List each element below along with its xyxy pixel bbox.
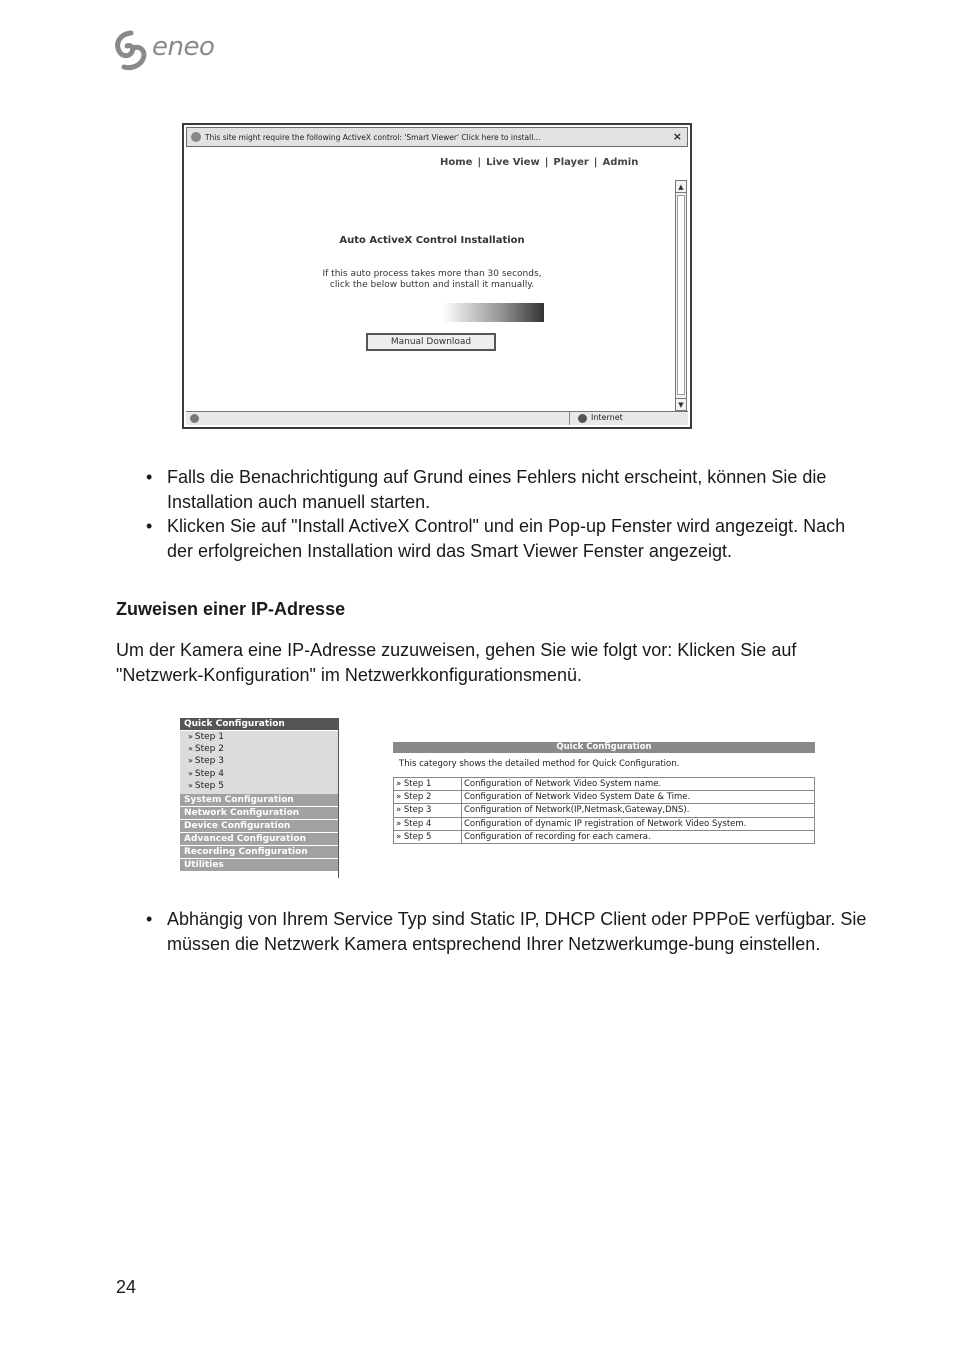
chevron-icon: »: [188, 744, 193, 754]
quick-config-description: This category shows the detailed method for Quick Configuration.: [399, 759, 680, 769]
table-row: [394, 791, 815, 804]
config-menu: [180, 718, 339, 878]
globe-icon: [578, 414, 587, 423]
eneo-logo: [114, 30, 224, 72]
logo-text: eneo: [152, 32, 215, 62]
list-item: [146, 514, 876, 563]
menu-step-label: Step 1: [194, 732, 224, 742]
menu-step-label: Step 4: [194, 768, 224, 779]
menu-step-1[interactable]: [180, 731, 338, 743]
list-item: [146, 907, 876, 956]
install-message-line-1: If this auto process takes more than 30 seconds,: [322, 269, 542, 279]
menu-network-configuration[interactable]: Network Configuration: [180, 807, 338, 820]
menu-recording-configuration[interactable]: Recording Configuration: [180, 846, 338, 859]
table-row: [394, 778, 815, 791]
nav-player[interactable]: Player: [553, 157, 589, 168]
top-nav: [440, 157, 638, 168]
install-message: [184, 269, 680, 291]
status-divider: [569, 412, 570, 425]
nav-separator: |: [544, 157, 549, 168]
step-description: Configuration of Network Video System name.: [462, 778, 815, 791]
chevron-icon: »: [188, 780, 193, 790]
install-title: Auto ActiveX Control Installation: [339, 235, 525, 246]
menu-quick-configuration[interactable]: Quick Configuration: [180, 718, 338, 731]
status-bar: [186, 411, 688, 425]
nav-separator: |: [593, 157, 598, 168]
menu-system-configuration[interactable]: System Configuration: [180, 794, 338, 807]
section-heading: Zuweisen einer IP-Adresse: [116, 599, 346, 619]
page-status-icon: [190, 414, 199, 423]
close-icon[interactable]: ×: [672, 130, 682, 143]
bullet-icon: •: [146, 467, 153, 487]
nav-live-view[interactable]: Live View: [486, 157, 540, 168]
menu-step-label: Step 5: [194, 780, 224, 791]
menu-step-3[interactable]: [180, 755, 338, 767]
menu-device-configuration[interactable]: Device Configuration: [180, 820, 338, 833]
menu-advanced-configuration[interactable]: Advanced Configuration: [180, 833, 338, 846]
step-link[interactable]: » Step 1: [394, 778, 462, 791]
bullet-icon: •: [146, 516, 153, 536]
table-row: [394, 817, 815, 830]
step-link[interactable]: » Step 4: [394, 817, 462, 830]
section-paragraph: Um der Kamera eine IP-Adresse zuzuweisen, gehen Sie wie folgt vor: Klicken Sie auf "Netzwerk-Konfiguration" im Netzwerkkonfigurationsmenü.: [116, 640, 797, 685]
table-row: [394, 804, 815, 817]
menu-utilities[interactable]: Utilities: [180, 859, 338, 872]
infobar-message: This site might require the following ActiveX control: 'Smart Viewer' Click here to install...: [205, 133, 541, 142]
bullet-text: Klicken Sie auf "Install ActiveX Control" und ein Pop-up Fenster wird angezeigt. Nach der erfolgreichen Installation wird das Smart Viewer Fenster angezeigt.: [167, 516, 846, 561]
chevron-icon: »: [188, 732, 193, 741]
list-item: [146, 465, 876, 514]
step-link[interactable]: » Step 2: [394, 791, 462, 804]
menu-step-5[interactable]: [180, 780, 338, 792]
bullet-list-1: [146, 465, 876, 563]
menu-steps: [180, 731, 338, 794]
activex-infobar[interactable]: [186, 127, 688, 147]
bullet-text: Falls die Benachrichtigung auf Grund eines Fehlers nicht erscheint, können Sie die Installation auch manuell starten.: [167, 467, 827, 512]
menu-step-2[interactable]: [180, 743, 338, 755]
step-link[interactable]: » Step 3: [394, 804, 462, 817]
bullet-icon: •: [146, 909, 153, 929]
nav-admin[interactable]: Admin: [602, 157, 639, 168]
step-description: Configuration of Network Video System Date & Time.: [462, 791, 815, 804]
bullet-text: Abhängig von Ihrem Service Typ sind Static IP, DHCP Client oder PPPoE verfügbar. Sie müssen die Netzwerk Kamera entsprechend Ihrer Netzwerkumge-bung einstellen.: [167, 909, 867, 954]
vertical-scrollbar[interactable]: [675, 180, 687, 411]
browser-screenshot: [182, 123, 692, 429]
menu-step-label: Step 3: [194, 756, 224, 767]
quick-config-title: Quick Configuration: [393, 742, 815, 753]
manual-download-button[interactable]: Manual Download: [366, 333, 496, 351]
security-zone: Internet: [591, 413, 623, 422]
step-link[interactable]: » Step 5: [394, 830, 462, 843]
swirl-logo-icon: [114, 30, 148, 72]
quick-config-table: [393, 777, 815, 844]
nav-separator: |: [477, 157, 482, 168]
scroll-down-arrow-icon[interactable]: ▼: [676, 398, 686, 410]
nav-home[interactable]: Home: [440, 157, 473, 168]
chevron-icon: »: [188, 756, 193, 766]
scroll-up-arrow-icon[interactable]: ▲: [676, 181, 686, 193]
install-message-line-2: click the below button and install it manually.: [329, 280, 535, 290]
menu-step-label: Step 2: [194, 744, 224, 755]
step-description: Configuration of Network(IP,Netmask,Gateway,DNS).: [462, 804, 815, 817]
menu-step-4[interactable]: [180, 768, 338, 780]
page-number: 24: [116, 1277, 137, 1297]
bullet-list-2: [146, 907, 876, 956]
table-row: [394, 830, 815, 843]
step-description: Configuration of recording for each camera.: [462, 830, 815, 843]
chevron-icon: »: [188, 768, 193, 778]
step-description: Configuration of dynamic IP registration of Network Video System.: [462, 817, 815, 830]
progress-bar: [442, 303, 544, 322]
scroll-thumb[interactable]: [677, 195, 685, 395]
shield-icon: [191, 132, 201, 142]
